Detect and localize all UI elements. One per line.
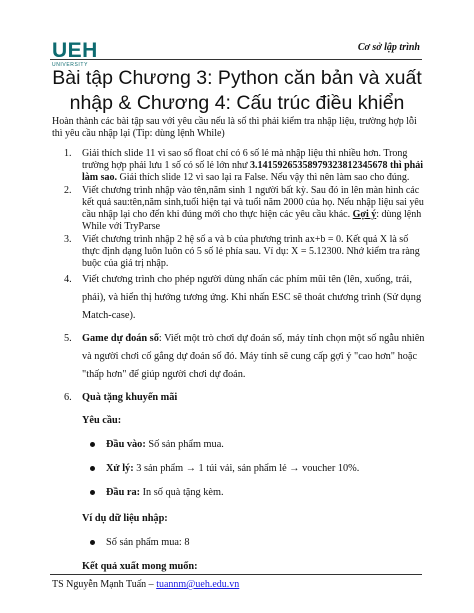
bullet-text: In số quà tặng kèm. [140,487,224,498]
bullet-example [82,534,426,552]
exercise-text: Viết chương trình cho phép người dùng nhấn các phím mũi tên (lên, xuống, trái, phải), và hiển thị hướng tương ứng. Khi nhấn ESC sẽ thoát chương trình (Sử dụng Match-case). [82,274,422,321]
bullet-process [82,460,426,478]
hint-label: Gợi ý [352,209,377,220]
exercise-number: 5. [64,333,72,344]
ueh-logo [52,40,98,68]
bullet-label: Đầu vào: [106,439,146,450]
bullet-text: Số sản phẩm mua. [145,439,224,450]
footer [52,579,239,590]
exercise-4 [56,271,426,325]
exercise-number: 3. [64,234,72,245]
exercise-text: Viết chương trình nhập vào tên,năm sinh 1 người bất kỳ. Sau đó in lên màn hình các kết quả sau:tên,năm sinh,tuổi hiện tại và tuổi năm 2000 của họ. Nếu nhập liệu sai yêu cầu nhập lại cho đến khi đúng mới cho thực hiện các yêu cầu khác. [82,185,424,220]
bullet-icon [90,490,95,495]
bullet-input [82,436,426,454]
exercise-text: : Viết một trò chơi dự đoán số, máy tính chọn một số ngẫu nhiên và người chơi cố gắng dự đoán số đó. Máy tính sẽ cung cấp gợi ý "cao hơn" hoặc "thấp hơn" để giúp người chơi dự đoán. [82,333,425,380]
logo-subtext: UNIVERSITY [52,62,89,68]
exercise-label: Game dự đoán số [82,333,159,344]
bullet-text: Số sản phẩm mua: 8 [106,537,190,548]
footer-author: TS Nguyễn Mạnh Tuấn – [52,579,157,590]
bullet-output [82,484,426,502]
exercise-text: Giải thích slide 12 vì sao lại ra False. Nếu vậy thì nên làm sao cho đúng. [117,172,410,183]
page-title [52,66,422,116]
exercise-text: Viết chương trình nhập 2 hệ số a và b của phương trình ax+b = 0. Kết quả X là số thực định dạng luôn luôn có 5 số lẻ phía sau. Ví dụ: X = 5.12300. Nhớ kiểm tra ràng buộc của giá trị nhập. [82,234,420,269]
intro-paragraph: Hoàn thành các bài tập sau với yêu cầu nếu là số thì phải kiểm tra nhập liệu, trường hợp lỗi thì yêu cầu nhập lại (Tip: dùng lệnh While) [52,116,417,139]
exercise-number: 2. [64,185,72,196]
requirements-heading: Yêu cầu: [82,415,122,426]
exercise-number: 4. [64,274,72,285]
bullet-label: Đầu ra: [106,487,141,498]
title-line-1: Bài tập Chương 3: Python căn bản và xuất [52,67,422,89]
exercise-bold-text: 3.14159265358979323812345678 thì phải làm sao. [82,160,424,183]
bullet-icon [90,442,95,447]
exercise-list [56,148,426,576]
bullet-text: 3 sản phẩm → 1 túi vải, sản phẩm lẻ → voucher 10%. [133,463,360,474]
expected-heading: Kết quả xuất mong muốn: [82,561,198,572]
logo-text: UEH [52,39,98,62]
exercise-3 [56,234,426,270]
title-line-2: nhập & Chương 4: Cấu trúc điều khiển [69,92,405,114]
footer-email-link[interactable]: tuannm@ueh.edu.vn [156,579,240,590]
exercise-number: 1. [64,148,72,159]
bullet-icon [90,540,95,545]
exercise-6 [56,389,426,576]
example-heading: Ví dụ dữ liệu nhập: [82,513,168,524]
course-name: Cơ sở lập trình [357,42,420,53]
exercise-number: 6. [64,392,72,403]
bullet-label: Xử lý: [106,463,134,474]
exercise-text: Giải thích slide 11 vì sao số float chỉ có 6 số lẻ mà nhập liệu thì nhiều hơn. Trong trường hợp phải lưu 1 số có số lẻ lớn như [82,148,408,171]
bullet-icon [90,466,95,471]
exercise-label: Quà tặng khuyến mãi [82,392,178,403]
exercise-2 [56,185,426,233]
header-divider [50,59,422,60]
exercise-text: : dùng lệnh While với TryParse [82,209,422,232]
footer-divider [50,574,422,575]
exercise-5 [56,330,426,384]
exercise-1 [56,148,426,184]
